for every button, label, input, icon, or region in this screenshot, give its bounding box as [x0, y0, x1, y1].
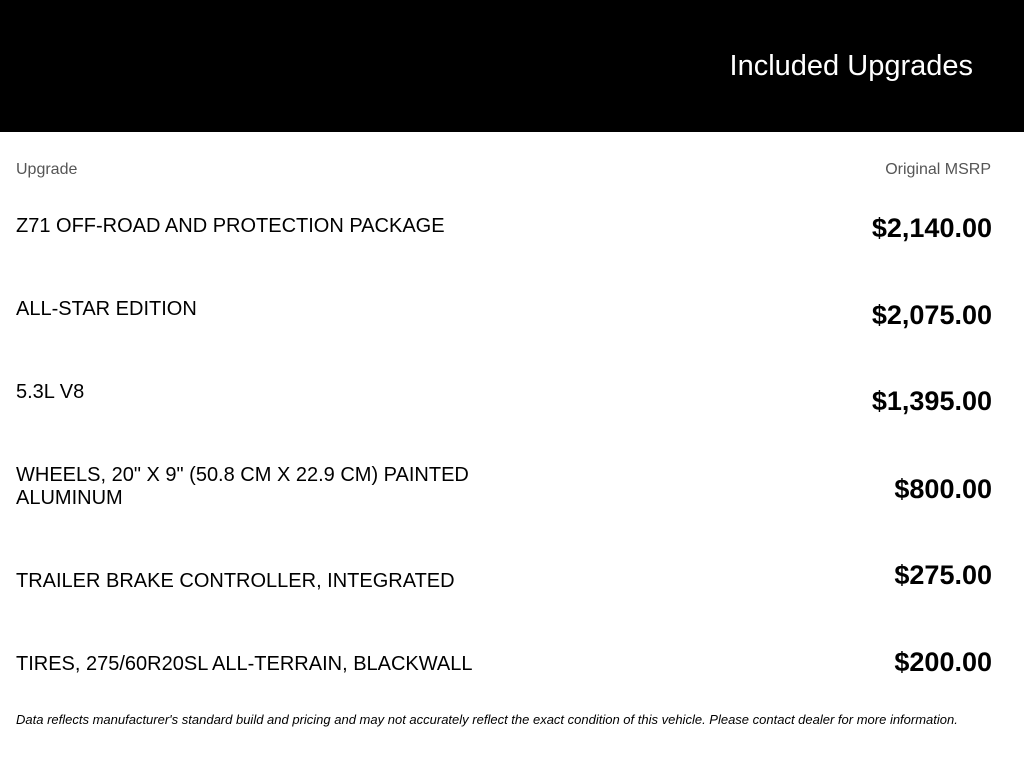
upgrade-name: WHEELS, 20" X 9" (50.8 CM X 22.9 CM) PAINTED ALUMINUM	[16, 464, 469, 509]
upgrade-row	[16, 647, 992, 707]
upgrade-row	[16, 298, 992, 358]
upgrade-name: TIRES, 275/60R20SL ALL-TERRAIN, BLACKWALL	[16, 653, 473, 675]
column-header-msrp: Original MSRP	[885, 161, 991, 178]
upgrade-row	[16, 464, 992, 524]
upgrade-name: Z71 OFF-ROAD AND PROTECTION PACKAGE	[16, 215, 445, 237]
header-bar	[0, 0, 1024, 132]
disclaimer-text: Data reflects manufacturer's standard build and pricing and may not accurately reflect the exact condition of this vehicle. Please contact dealer for more information.	[16, 712, 958, 727]
upgrade-row	[16, 560, 992, 620]
upgrade-row	[16, 213, 992, 273]
upgrade-name: TRAILER BRAKE CONTROLLER, INTEGRATED	[16, 570, 455, 592]
upgrade-name: ALL-STAR EDITION	[16, 298, 197, 320]
upgrade-price: $800.00	[894, 474, 992, 504]
page-title: Included Upgrades	[729, 50, 973, 82]
upgrade-price: $200.00	[894, 647, 992, 677]
upgrade-name: 5.3L V8	[16, 381, 85, 403]
upgrade-price: $2,075.00	[871, 300, 992, 330]
upgrade-row	[16, 381, 992, 441]
upgrade-price: $1,395.00	[871, 386, 992, 416]
column-header-upgrade: Upgrade	[16, 161, 78, 178]
upgrade-price: $2,140.00	[871, 213, 992, 243]
upgrade-price: $275.00	[894, 560, 992, 590]
